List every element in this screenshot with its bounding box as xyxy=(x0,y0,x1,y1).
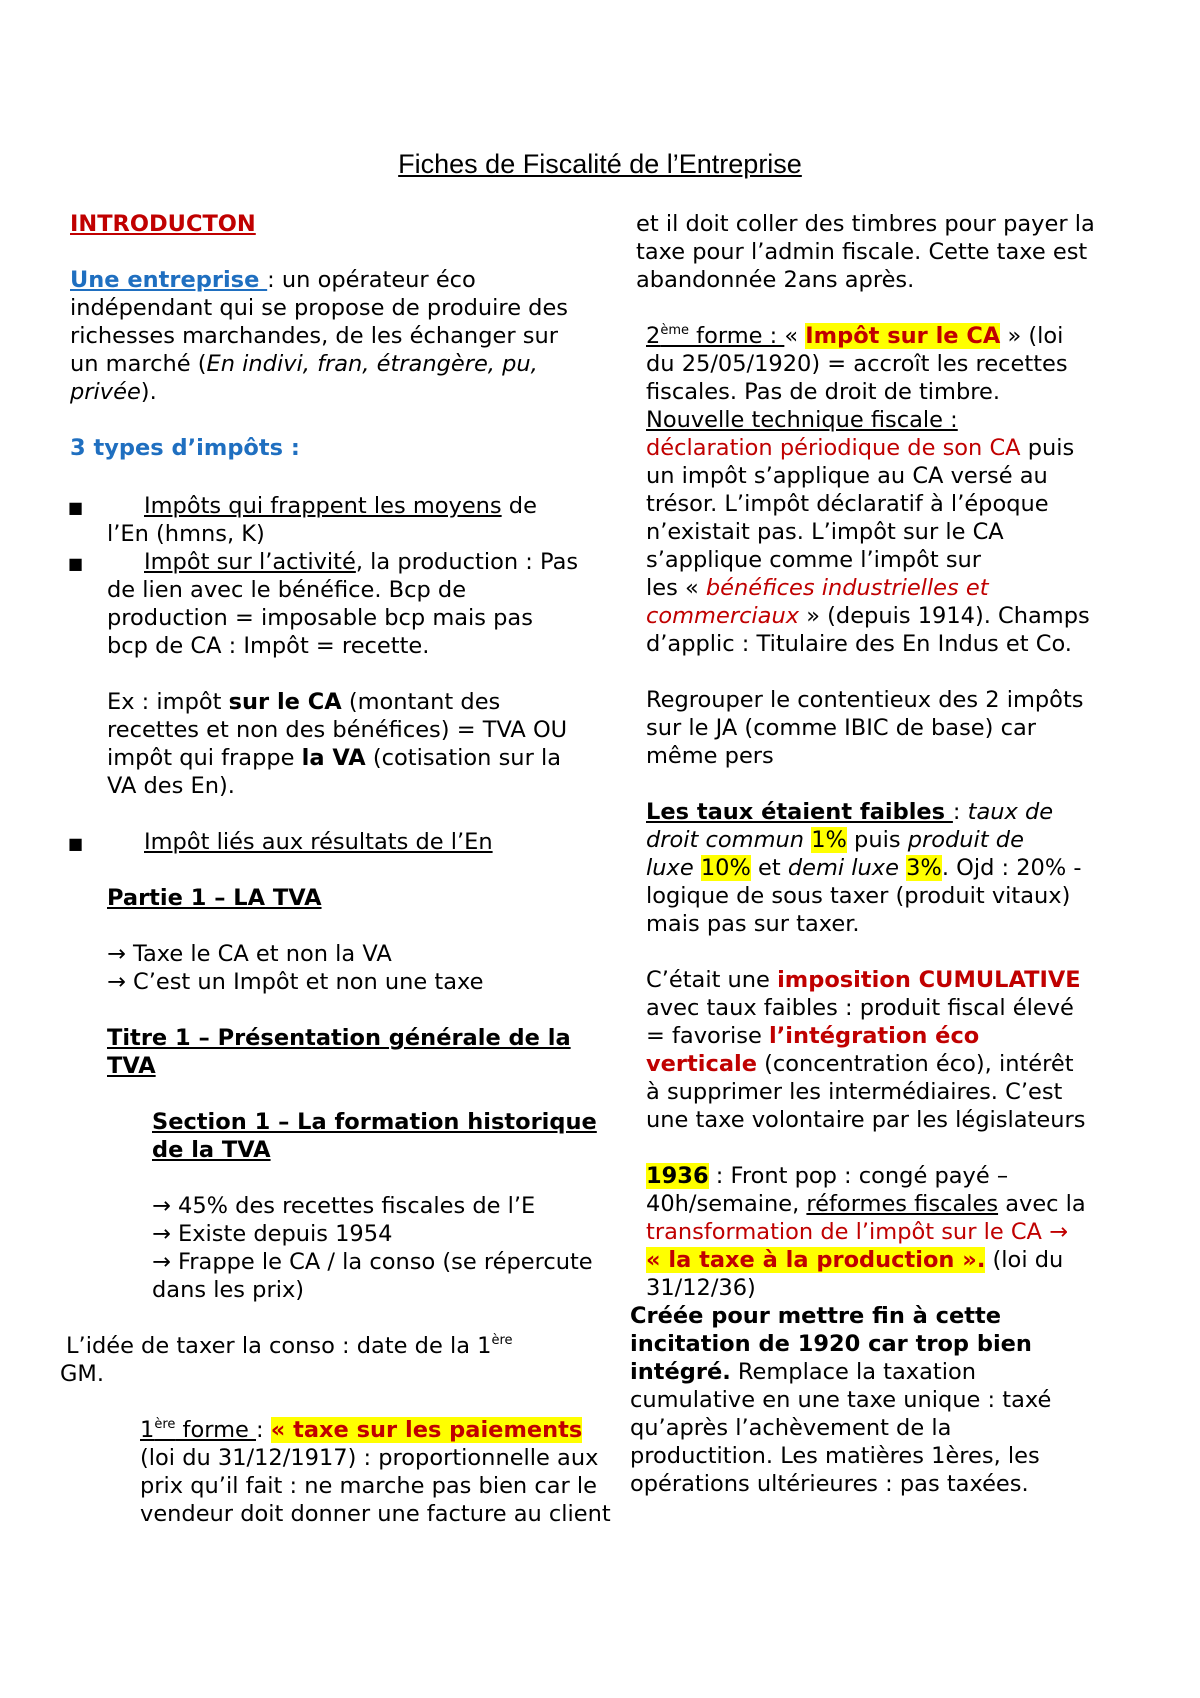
idee-line-2: GM. xyxy=(60,1361,105,1387)
year-line-4 xyxy=(646,1246,1063,1275)
text: forme : xyxy=(689,323,785,349)
text: puis xyxy=(846,827,908,853)
taux-line-1 xyxy=(646,798,1053,827)
text: En indivi, fran, étrangère, pu, xyxy=(206,351,538,377)
cont-line-3: abandonnée 2ans après. xyxy=(636,267,915,293)
cumul-line-4 xyxy=(646,1050,1074,1079)
text: : Front pop : congé payé – xyxy=(708,1163,1009,1189)
section-arrow-3: → Frappe le CA / la conso (se répercute xyxy=(152,1249,593,1275)
decl-line-4: n’existait pas. L’impôt sur le CA xyxy=(646,519,1004,545)
year-line-1 xyxy=(646,1162,1008,1191)
example-line-4: VA des En). xyxy=(107,773,235,799)
text: intégré. xyxy=(630,1359,731,1385)
section-arrow-4: dans les prix) xyxy=(152,1277,305,1303)
decl-line-6 xyxy=(646,574,989,603)
text: déclaration périodique de son CA xyxy=(646,435,1021,461)
bullet-1-line-2: l’En (hmns, K) xyxy=(107,521,265,547)
cumul-line-1 xyxy=(646,966,1081,995)
definition-text: : un opérateur éco xyxy=(267,267,476,293)
text: produit de xyxy=(907,827,1024,853)
bullet-2-line-2: de lien avec le bénéfice. Bcp de xyxy=(107,577,467,603)
superscript: ère xyxy=(154,1417,176,1432)
text: Impôt sur l’activité xyxy=(144,549,356,575)
section-heading-line-1: Section 1 – La formation historique xyxy=(152,1109,597,1135)
square-bullet-icon: ■ xyxy=(68,554,84,573)
creee-line-3 xyxy=(630,1358,976,1387)
creee-line-1: Créée pour mettre fin à cette xyxy=(630,1303,1002,1329)
forme-1-label xyxy=(140,1417,256,1443)
superscript: ère xyxy=(491,1333,513,1348)
text: réformes fiscales xyxy=(806,1191,999,1217)
cont-line-2: taxe pour l’admin fiscale. Cette taxe est xyxy=(636,239,1088,265)
text: commerciaux xyxy=(646,603,800,629)
taux-line-4: logique de sous taxer (produit vitaux) xyxy=(646,883,1071,909)
cumul-line-5: à supprimer les intermédiaires. C’est xyxy=(646,1079,1063,1105)
text: sur le CA xyxy=(228,689,342,715)
section-heading-line-2: de la TVA xyxy=(152,1137,271,1163)
text xyxy=(694,855,701,881)
forme-2-label xyxy=(646,323,784,349)
definition-line-5 xyxy=(70,378,157,407)
text: les « xyxy=(646,575,706,601)
text: la VA xyxy=(301,745,366,771)
text: avec la xyxy=(998,1191,1086,1217)
text: 40h/semaine, xyxy=(646,1191,807,1217)
bullet-3: Impôt liés aux résultats de l’En xyxy=(144,829,493,855)
regroup-line-3: même pers xyxy=(646,743,774,769)
decl-line-3: trésor. L’impôt déclaratif à l’époque xyxy=(646,491,1049,517)
text: Ex : impôt xyxy=(107,689,229,715)
declaration-line xyxy=(646,434,1074,463)
text: : xyxy=(256,1417,271,1443)
decl-line-2: un impôt s’applique au CA versé au xyxy=(646,463,1048,489)
bullet-2-line-4: bcp de CA : Impôt = recette. xyxy=(107,633,430,659)
forme-2-line-1 xyxy=(646,322,1063,351)
nouvelle-technique: Nouvelle technique fiscale : xyxy=(646,407,958,433)
arrow-item-1: → Taxe le CA et non la VA xyxy=(107,941,392,967)
forme-2-line-2: du 25/05/1920) = accroît les recettes xyxy=(646,351,1068,377)
text: : xyxy=(952,799,968,825)
creee-line-7: opérations ultérieures : pas taxées. xyxy=(630,1471,1029,1497)
square-bullet-icon: ■ xyxy=(68,498,84,517)
year-line-2 xyxy=(646,1190,1086,1219)
arrow-item-2: → C’est un Impôt et non une taxe xyxy=(107,969,484,995)
highlight: Impôt sur le CA xyxy=(805,323,1001,349)
text: et xyxy=(750,855,788,881)
text: privée xyxy=(70,379,141,405)
text: 2 xyxy=(646,323,661,349)
text: forme xyxy=(175,1417,256,1443)
text: Remplace la taxation xyxy=(730,1359,976,1385)
text: verticale xyxy=(646,1051,757,1077)
section-arrow-2: → Existe depuis 1954 xyxy=(152,1221,393,1247)
forme-1-line-3: prix qu’il fait : ne marche pas bien car le xyxy=(140,1473,597,1499)
creee-line-6: productition. Les matières 1ères, les xyxy=(630,1443,1040,1469)
text: un marché ( xyxy=(70,351,207,377)
creee-line-4: cumulative en une taxe unique : taxé xyxy=(630,1387,1052,1413)
text: luxe xyxy=(646,855,694,881)
forme-2-line-3: fiscales. Pas de droit de timbre. xyxy=(646,379,1001,405)
text: » (depuis 1914). Champs xyxy=(799,603,1090,629)
text: = favorise xyxy=(646,1023,770,1049)
text: de xyxy=(501,493,537,519)
highlight: 3% xyxy=(906,855,942,881)
text: ). xyxy=(140,379,157,405)
decl-line-7 xyxy=(646,602,1090,631)
example-line-1 xyxy=(107,688,500,717)
bullet-2 xyxy=(144,548,578,577)
regroup-line-2: sur le JA (comme IBIC de base) car xyxy=(646,715,1036,741)
text: L’idée de taxer la conso : date de la 1 xyxy=(66,1333,492,1359)
forme-1-line-4: vendeur doit donner une facture au client xyxy=(140,1501,611,1527)
highlight: 1% xyxy=(811,827,847,853)
types-heading: 3 types d’impôts : xyxy=(70,435,300,461)
highlight: 1936 xyxy=(646,1163,709,1189)
highlight: « la taxe à la production ». xyxy=(646,1247,986,1273)
text: bénéfices industrielles et xyxy=(705,575,989,601)
taux-line-2 xyxy=(646,826,1024,855)
section-arrow-1: → 45% des recettes fiscales de l’E xyxy=(152,1193,536,1219)
example-line-3 xyxy=(107,744,561,773)
square-bullet-icon: ■ xyxy=(68,834,84,853)
titre-heading-line-1: Titre 1 – Présentation générale de la xyxy=(107,1025,571,1051)
text: , la production : Pas xyxy=(355,549,579,575)
superscript: ème xyxy=(660,323,689,338)
text: impôt qui frappe xyxy=(107,745,302,771)
text: « xyxy=(784,323,806,349)
cumul-line-6: une taxe volontaire par les législateurs xyxy=(646,1107,1086,1133)
taux-line-3 xyxy=(646,854,1082,883)
definition-line-3: richesses marchandes, de les échanger sur xyxy=(70,323,558,349)
text: » (loi xyxy=(1000,323,1064,349)
text: C’était une xyxy=(646,967,778,993)
highlight: 10% xyxy=(700,855,751,881)
bullet-2-line-3: production = imposable bcp mais pas xyxy=(107,605,533,631)
forme-1-line-2: (loi du 31/12/1917) : proportionnelle aux xyxy=(140,1445,599,1471)
text: (montant des xyxy=(341,689,501,715)
year-line-5: 31/12/36) xyxy=(646,1275,756,1301)
year-line-3: transformation de l’impôt sur le CA → xyxy=(646,1219,1068,1245)
text: demi luxe xyxy=(787,855,899,881)
text: (loi du xyxy=(985,1247,1064,1273)
regroup-line-1: Regrouper le contentieux des 2 impôts xyxy=(646,687,1084,713)
definition-line-1 xyxy=(70,266,476,295)
text: imposition CUMULATIVE xyxy=(777,967,1081,993)
creee-line-2: incitation de 1920 car trop bien xyxy=(630,1331,1032,1357)
text: droit commun xyxy=(646,827,805,853)
text: (cotisation sur la xyxy=(365,745,562,771)
intro-heading: INTRODUCTON xyxy=(70,211,256,237)
text: . Ojd : 20% - xyxy=(941,855,1082,881)
text: Les taux étaient faibles xyxy=(646,799,953,825)
text: Impôts qui frappent les moyens xyxy=(144,493,502,519)
highlight: « taxe sur les paiements xyxy=(270,1417,583,1443)
titre-heading-line-2: TVA xyxy=(107,1053,156,1079)
definition-term: Une entreprise xyxy=(70,267,268,293)
definition-line-4 xyxy=(70,350,538,379)
page-title: Fiches de Fiscalité de l’Entreprise xyxy=(398,149,802,179)
idee-line-1 xyxy=(66,1332,513,1361)
cumul-line-3 xyxy=(646,1022,979,1051)
forme-1-line-1 xyxy=(140,1416,582,1445)
decl-line-8: d’applic : Titulaire des En Indus et Co. xyxy=(646,631,1072,657)
partie-heading: Partie 1 – LA TVA xyxy=(107,885,322,911)
cumul-line-2: avec taux faibles : produit fiscal élevé xyxy=(646,995,1074,1021)
taux-line-5: mais pas sur taxer. xyxy=(646,911,860,937)
bullet-1 xyxy=(144,492,537,521)
text: puis xyxy=(1020,435,1075,461)
definition-line-2: indépendant qui se propose de produire des xyxy=(70,295,569,321)
example-line-2: recettes et non des bénéfices) = TVA OU xyxy=(107,717,568,743)
cont-line-1: et il doit coller des timbres pour payer la xyxy=(636,211,1095,237)
decl-line-5: s’applique comme l’impôt sur xyxy=(646,547,982,573)
text: 1 xyxy=(140,1417,155,1443)
text: (concentration éco), intérêt xyxy=(756,1051,1074,1077)
text: taux de xyxy=(967,799,1054,825)
creee-line-5: qu’après l’achèvement de la xyxy=(630,1415,952,1441)
text: l’intégration éco xyxy=(769,1023,980,1049)
